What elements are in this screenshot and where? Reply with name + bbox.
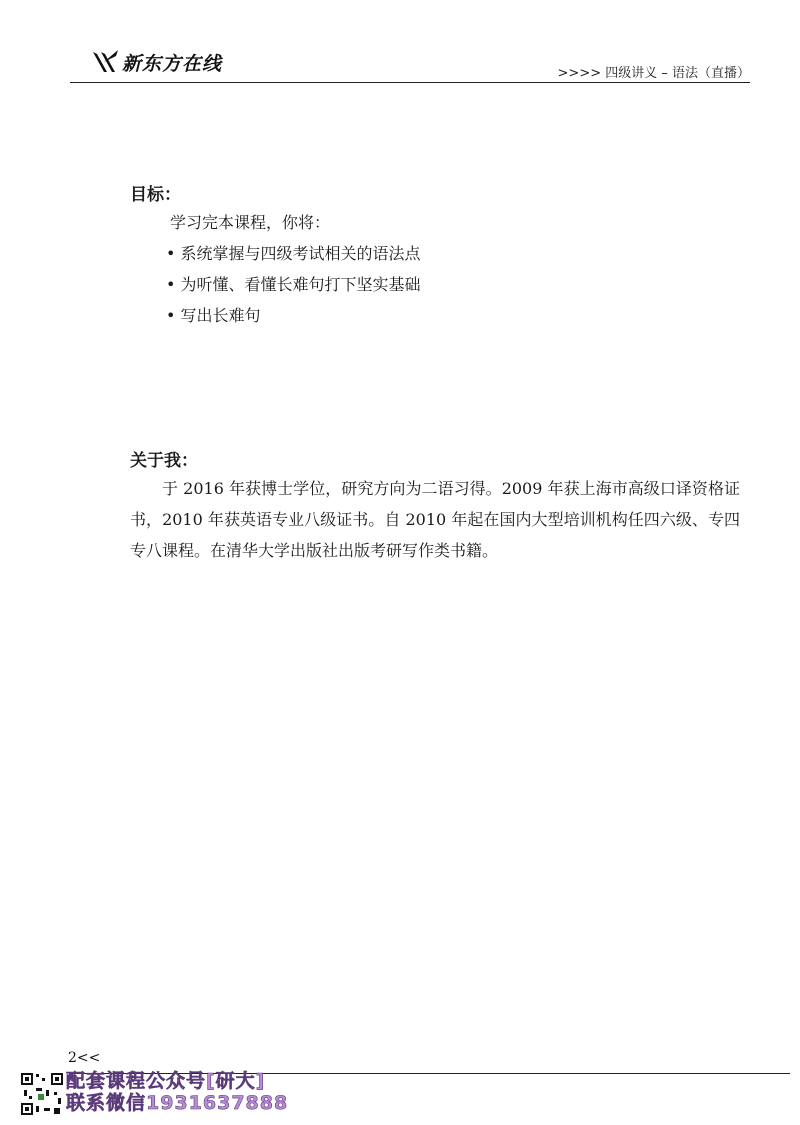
page-number: 2<< bbox=[68, 1050, 104, 1066]
about-title: 关于我： bbox=[130, 451, 198, 471]
about-paragraph: 于 2016 年获博士学位，研究方向为二语习得。2009 年获上海市高级口译资格证书，2010 年获英语专业八级证书。自 2010 年起在国内大型培训机构任四六级、专四专八课程。在清华大学出版社出版考研写作类书籍。 bbox=[130, 479, 740, 560]
watermark-line: 联系微信1931637888 bbox=[66, 1092, 289, 1114]
goals-section bbox=[130, 180, 740, 331]
logo bbox=[90, 48, 222, 76]
goal-item: • 为听懂、看懂长难句打下坚实基础 bbox=[166, 275, 421, 294]
goal-item: • 系统掌握与四级考试相关的语法点 bbox=[166, 244, 421, 263]
logo-text: 新东方在线 bbox=[122, 52, 223, 75]
goals-title: 目标： bbox=[130, 185, 181, 205]
watermark bbox=[66, 1070, 288, 1114]
about-section bbox=[130, 446, 740, 566]
goal-item: • 写出长难句 bbox=[166, 306, 261, 325]
header-divider bbox=[70, 82, 750, 83]
qr-code-icon bbox=[20, 1072, 64, 1116]
watermark-line: 配套课程公众号[研大] bbox=[66, 1070, 266, 1092]
page-footer bbox=[20, 1050, 790, 1120]
logo-mark-icon bbox=[90, 48, 120, 76]
page-header bbox=[70, 42, 750, 87]
goals-intro: 学习完本课程，你将： bbox=[170, 213, 331, 232]
course-title: >>>> 四级讲义 – 语法（直播） bbox=[557, 66, 750, 81]
